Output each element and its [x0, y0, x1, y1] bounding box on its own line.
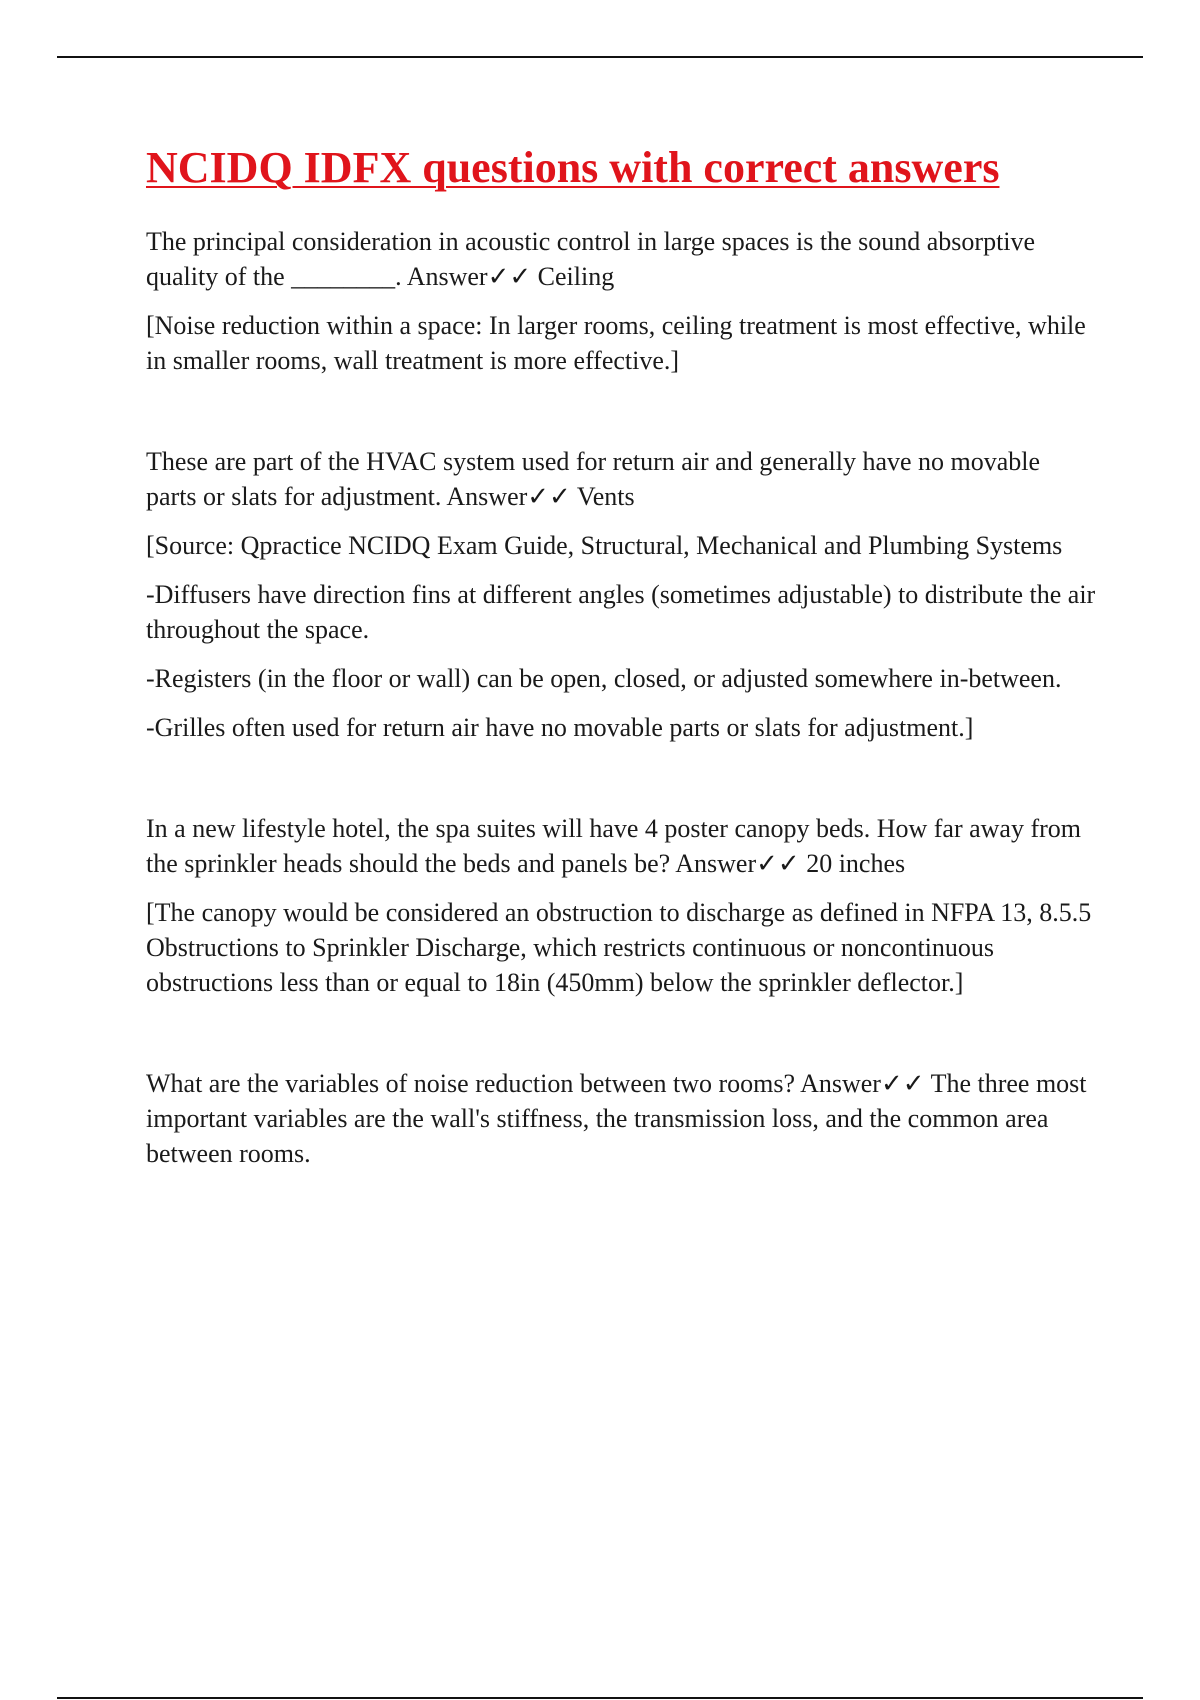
- question-answer: In a new lifestyle hotel, the spa suites will have 4 poster canopy beds. How far away from the sprinkler heads should the beds and panels be? Answer✓✓ 20 inches: [146, 814, 1082, 878]
- entry-spacer: [146, 392, 1096, 444]
- explanation: -Diffusers have direction fins at different angles (sometimes adjustable) to distribute the air throughout the space.: [146, 580, 1096, 644]
- document-body: [146, 140, 1096, 1185]
- question-answer: These are part of the HVAC system used for return air and generally have no movable parts or slats for adjustment. Answer✓✓ Vents: [146, 447, 1041, 511]
- bottom-rule: [57, 1697, 1143, 1699]
- qa-entry: [146, 811, 1096, 1000]
- document-title: NCIDQ IDFX questions with correct answers: [146, 143, 1000, 192]
- qa-entry: [146, 224, 1096, 378]
- question-answer: What are the variables of noise reduction between two rooms? Answer✓✓ The three most important variables are the wall's stiffness, the transmission loss, and the common area between rooms.: [146, 1069, 1087, 1168]
- entry-spacer: [146, 759, 1096, 811]
- qa-entry: [146, 1066, 1096, 1171]
- explanation: [Source: Qpractice NCIDQ Exam Guide, Structural, Mechanical and Plumbing Systems: [146, 531, 1063, 560]
- question-answer: The principal consideration in acoustic control in large spaces is the sound absorptive quality of the ________. Answer✓✓ Ceiling: [146, 227, 1036, 291]
- qa-entry: [146, 444, 1096, 745]
- explanation: [The canopy would be considered an obstruction to discharge as defined in NFPA 13, 8.5.5 Obstructions to Sprinkler Discharge, which restricts continuous or noncontinuous obstructions less than or equal to 18in (450mm) below the sprinkler deflector.]: [146, 898, 1092, 997]
- top-rule: [57, 56, 1143, 58]
- explanation: -Grilles often used for return air have no movable parts or slats for adjustment.]: [146, 713, 974, 742]
- explanation: -Registers (in the floor or wall) can be open, closed, or adjusted somewhere in-between.: [146, 664, 1062, 693]
- explanation: [Noise reduction within a space: In larger rooms, ceiling treatment is most effective, while in smaller rooms, wall treatment is more effective.]: [146, 311, 1086, 375]
- entry-spacer: [146, 1014, 1096, 1066]
